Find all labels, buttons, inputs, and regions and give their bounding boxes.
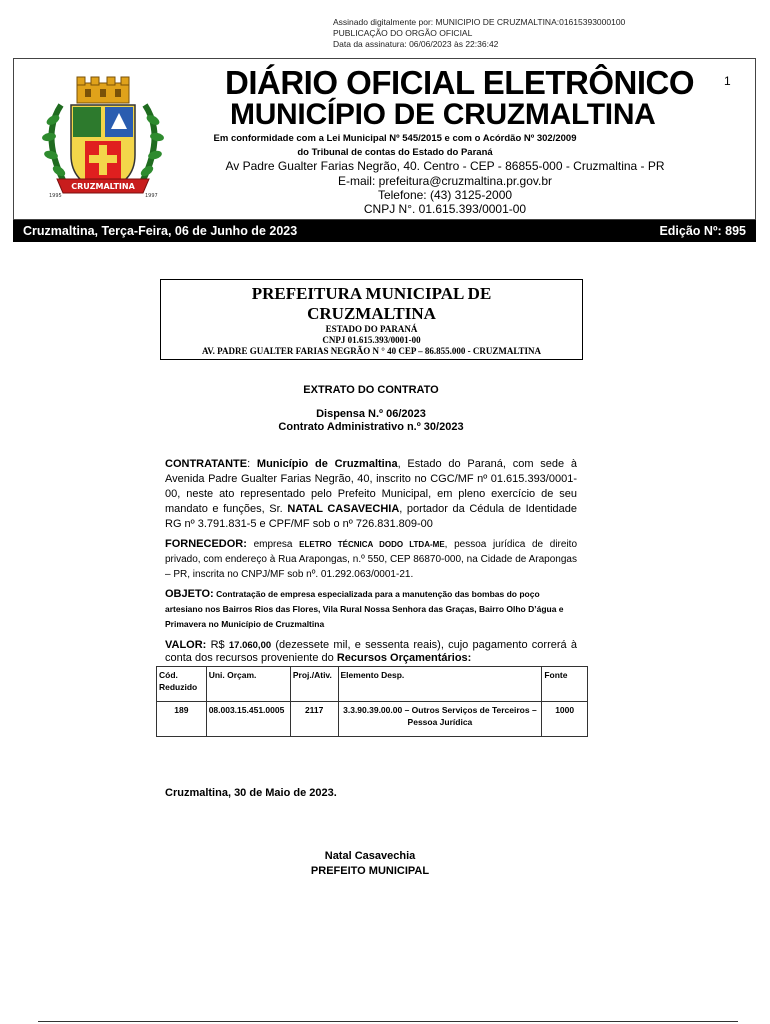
dispensa-number: Dispensa N.º 06/2023	[316, 408, 426, 420]
header-email: E-mail: prefeitura@cruzmaltina.pr.gov.br	[337, 174, 553, 188]
prefeito-name: NATAL CASAVECHIA	[287, 503, 400, 515]
prefeitura-title: PREFEITURA MUNICIPAL DE CRUZMALTINA	[251, 284, 492, 323]
legal-line-2: do Tribunal de contas do Estado do Paraná	[297, 147, 493, 158]
objeto-label: OBJETO:	[165, 588, 214, 600]
signature-line-3: Data da assinatura: 06/06/2023 às 22:36:42	[333, 39, 499, 49]
svg-text:1997: 1997	[145, 193, 158, 199]
objeto-text: Contratação de empresa especializada para a manutenção das bombas do poço artesiano nos Bairros Rios das Flores, Vila Rural Nossa Senhora das Graças, Bairro Olho D’água e Primavera no Município de Cruzmaltina	[165, 589, 564, 629]
signer-role: PREFEITO MUNICIPAL	[310, 865, 430, 877]
newspaper-title: DIÁRIO OFICIAL ELETRÔNICO	[225, 64, 695, 101]
signature-line-2: PUBLICAÇÃO DO ORGÃO OFICIAL	[333, 28, 473, 38]
valor-text-2: (dezessete mil, e sessenta reais), cujo pagamento correrá à conta dos recursos proveniente do	[165, 639, 577, 664]
header-cell-elemento: Elemento Desp.	[338, 667, 542, 702]
table-header-row	[157, 667, 588, 702]
legal-line-1: Em conformidade com a Lei Municipal Nº 545/2015 e com o Acórdão Nº 302/2009	[213, 133, 577, 144]
contratante-name: Município de Cruzmaltina	[256, 458, 398, 470]
issue-date: Cruzmaltina, Terça-Feira, 06 de Junho de 2023	[23, 224, 298, 238]
header-cnpj: CNPJ N°. 01.615.393/0001-00	[363, 202, 527, 216]
valor-amount: 17.060,00	[228, 640, 272, 651]
contract-number: Contrato Administrativo n.º 30/2023	[278, 421, 464, 433]
objeto-paragraph	[165, 587, 577, 632]
fornecedor-label: FORNECEDOR:	[165, 538, 247, 550]
cell-fonte: 1000	[542, 702, 588, 737]
contratante-label: CONTRATANTE	[165, 458, 248, 470]
header-cell-cod: Cód. Reduzido	[157, 667, 207, 702]
fornecedor-company: ELETRO TÉCNICA DODO LTDA-ME	[299, 540, 445, 549]
bottom-rule	[38, 1021, 738, 1022]
header-cell-uni: Uni. Orçam.	[206, 667, 290, 702]
budget-table	[156, 666, 588, 737]
contratante-text-2: , portador da Cédula de Identidade RG nº 3.791.831-5 e CPF/MF sob o nº 726.831.809-00	[165, 503, 577, 530]
prefeitura-state: ESTADO DO PARANÁ	[325, 324, 418, 334]
svg-text:1995: 1995	[49, 193, 62, 199]
contratante-colon: :	[247, 458, 257, 470]
signer-name: Natal Casavechia	[324, 850, 416, 862]
municipality-title: MUNICÍPIO DE CRUZMALTINA	[230, 98, 656, 131]
edition-number: Edição Nº: 895	[659, 224, 746, 238]
valor-paragraph	[165, 639, 577, 665]
contratante-text-1: , Estado do Paraná, com sede à Avenida Padre Gualter Farias Negrão, 40, inscrito no CGC/MF nº 01.615.393/0001-00, neste ato representado pelo Prefeito Municipal, em pleno exercício de seu mandato e funções, Sr.	[165, 458, 577, 515]
cell-cod: 189	[157, 702, 207, 737]
date-edition-band	[13, 220, 756, 242]
prefeitura-address: AV. PADRE GUALTER FARIAS NEGRÃO N ° 40 CEP – 86.855.000 - CRUZMALTINA	[201, 346, 542, 356]
header-phone: Telefone: (43) 3125-2000	[377, 188, 513, 202]
cell-proj: 2117	[290, 702, 338, 737]
svg-text:CRUZMALTINA: CRUZMALTINA	[71, 182, 135, 191]
closing-date: Cruzmaltina, 30 de Maio de 2023.	[165, 787, 337, 799]
cell-uni: 08.003.15.451.0005	[206, 702, 290, 737]
contratante-paragraph	[165, 457, 577, 532]
fornecedor-text-2: , pessoa jurídica de direito privado, com endereço à Rua Arapongas, n.º 550, CEP 86870-000, na Cidade de Arapongas – PR, inscrita no CNPJ/MF sob nº. 01.292.063/0001-21.	[165, 539, 578, 580]
header-cell-proj: Proj./Ativ.	[290, 667, 338, 702]
extrato-heading: EXTRATO DO CONTRATO	[303, 384, 439, 396]
table-row	[157, 702, 588, 737]
valor-label: VALOR:	[165, 639, 207, 651]
fornecedor-text-1: empresa	[246, 539, 300, 550]
prefeitura-cnpj: CNPJ 01.615.393/0001-00	[322, 335, 421, 345]
page-number: 1	[724, 74, 731, 88]
prefeitura-box	[160, 279, 583, 360]
header-cell-fonte: Fonte	[542, 667, 588, 702]
cell-elemento: 3.3.90.39.00.00 – Outros Serviços de Terceiros – Pessoa Jurídica	[338, 702, 542, 737]
valor-text-1: R$	[206, 639, 229, 651]
fornecedor-paragraph	[165, 537, 577, 582]
header-address: Av Padre Gualter Farias Negrão, 40. Centro - CEP - 86855-000 - Cruzmaltina - PR	[225, 159, 665, 173]
coat-of-arms-icon	[33, 75, 173, 200]
valor-recursos: Recursos Orçamentários:	[336, 652, 472, 664]
signature-line-1: Assinado digitalmente por: MUNICIPIO DE CRUZMALTINA:01615393000100	[333, 17, 626, 27]
digital-signature	[333, 17, 625, 50]
